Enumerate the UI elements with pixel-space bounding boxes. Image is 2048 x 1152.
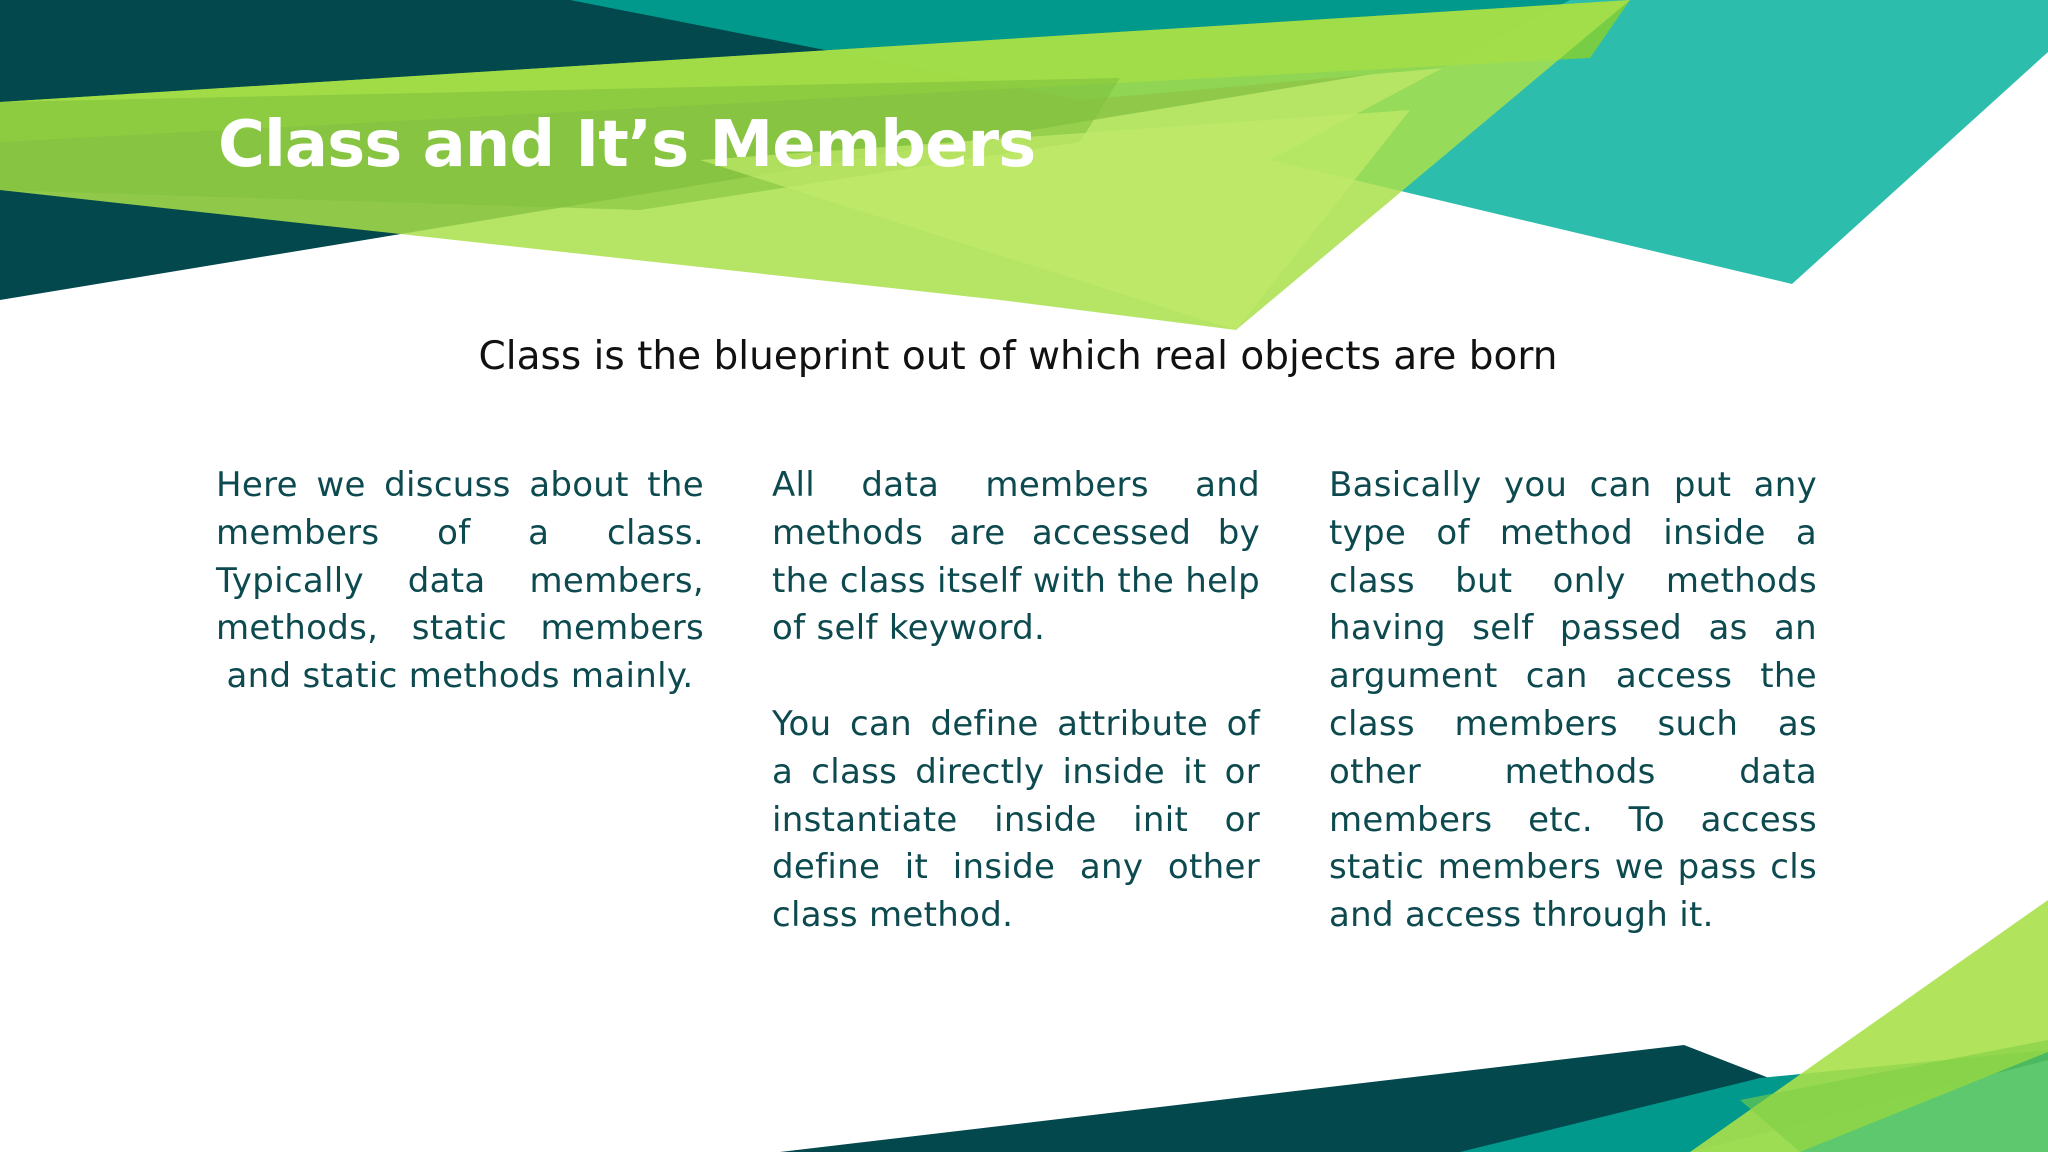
column-1-paragraph-1: Here we discuss about the members of a class. Typically data members, methods, static members and static methods mainly. [216, 465, 704, 697]
slide-title: Class and It’s Members [218, 108, 1036, 182]
column-2-paragraph-1: All data members and methods are accessed by the class itself with the help of self keyword. [772, 465, 1260, 649]
paragraph-spacer [772, 653, 1260, 701]
text-column-2 [772, 462, 1260, 940]
slide-subtitle: Class is the blueprint out of which real objects are born [478, 334, 1558, 379]
column-2-paragraph-2: You can define attribute of a class directly inside it or instantiate inside init or define it inside any other class method. [772, 703, 1260, 936]
column-3-paragraph-1: Basically you can put any type of method inside a class but only methods having self passed as an argument can access the class members such as other methods data members etc. To access static members we pass cls and access through it. [1329, 465, 1817, 936]
text-column-1 [216, 462, 704, 701]
text-column-3 [1329, 462, 1817, 940]
